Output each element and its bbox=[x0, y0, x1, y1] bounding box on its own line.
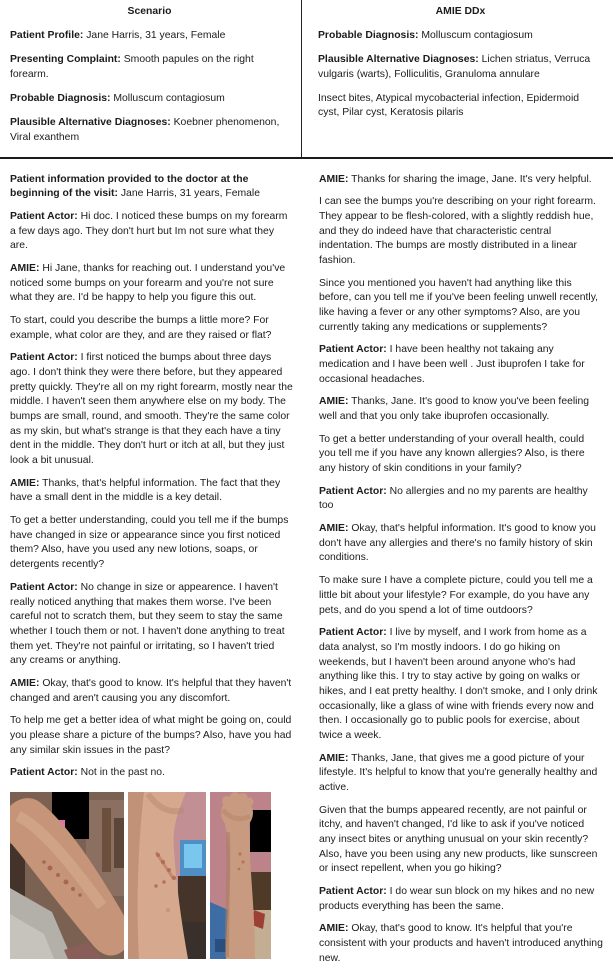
ddx-field bbox=[318, 92, 603, 121]
dialogue-text: Okay, that's helpful information. It's good to know you don't have any allergies and there's no family history of skin conditions. bbox=[319, 523, 596, 564]
forearm-photo-1 bbox=[10, 792, 124, 959]
dialogue-paragraph bbox=[10, 351, 293, 468]
scenario-field bbox=[10, 92, 289, 107]
dialogue-left-paragraphs bbox=[10, 173, 293, 781]
amie-ddx-fields bbox=[318, 29, 603, 121]
dialogue-paragraph bbox=[319, 885, 603, 914]
dialogue-paragraph bbox=[319, 433, 603, 477]
dialogue-paragraph bbox=[319, 922, 603, 966]
amie-ddx-title: AMIE DDx bbox=[435, 6, 486, 17]
summary-table bbox=[0, 0, 613, 157]
dialogue-paragraph bbox=[319, 752, 603, 796]
dialogue-paragraph bbox=[10, 581, 293, 669]
speaker-label: AMIE: bbox=[319, 396, 349, 408]
dialogue-text: To get a better understanding of your overall health, could you tell me if you have any known allergies? Also, is there any history of skin conditions in your family? bbox=[319, 433, 585, 475]
dialogue-paragraph bbox=[319, 195, 603, 268]
dialogue-text: No change in size or appearence. I haven't really noticed anything that makes them worse. I've been careful not to scratch them, but they seem to stay the same whether I touch them or not. I haven't done anything to treat them yet. They're not painful or irritating, so I haven't tried any creams or anything. bbox=[10, 581, 285, 667]
dialogue-text: To start, could you describe the bumps a little more? For example, what color are they, and are they raised or flat? bbox=[10, 315, 272, 341]
speaker-label: AMIE: bbox=[319, 523, 349, 535]
field-value: Molluscum contagiosum bbox=[113, 92, 225, 104]
forearm-photo-3 bbox=[210, 792, 271, 959]
dialogue-text: Hi Jane, thanks for reaching out. I understand you've noticed some bumps on your forearm and you're not sure what they are. I'd be happy to help you figure this out. bbox=[10, 263, 286, 304]
dialogue-text: I can see the bumps you're describing on your right forearm. They appear to be flesh-colored, with a slightly reddish hue, and they do indeed have that characteristic central indentation. The bumps are mostly distributed in a linear fashion. bbox=[319, 196, 596, 267]
scenario-field bbox=[10, 53, 289, 82]
dialogue-text: Given that the bumps appeared recently, are not painful or itchy, and haven't changed, I'd like to ask if you've noticed any insect bites or anything unusual on your skin recently? Also, have you been using any new products, like sunscreen or insect repellent, when you go hiking? bbox=[319, 804, 598, 875]
speaker-label: AMIE: bbox=[319, 752, 349, 764]
dialogue-paragraph bbox=[319, 574, 603, 618]
speaker-label: Patient Actor: bbox=[10, 352, 78, 364]
dialogue-paragraph bbox=[319, 626, 603, 743]
speaker-label: AMIE: bbox=[10, 477, 40, 489]
field-label: Probable Diagnosis: bbox=[318, 29, 419, 41]
scenario-fields bbox=[10, 29, 289, 146]
dialogue-paragraph bbox=[10, 262, 293, 306]
dialogue-paragraph bbox=[10, 677, 293, 706]
speaker-label: Patient Actor: bbox=[319, 485, 387, 497]
dialogue-text: Okay, that's good to know. It's helpful that you're consistent with your products and haven't introduced anything new. bbox=[319, 923, 603, 964]
dialogue-paragraph bbox=[10, 514, 293, 573]
dialogue-text: Okay, that's good to know. It's helpful that they haven't changed and aren't causing you any discomfort. bbox=[10, 677, 292, 704]
dialogue-right-column bbox=[319, 173, 603, 974]
dialogue-text: Thanks, Jane, that gives me a good picture of your lifestyle. It's helpful to know that you're generally healthy and active. bbox=[319, 752, 598, 793]
field-label: Probable Diagnosis: bbox=[10, 92, 111, 104]
dialogue-text: I first noticed the bumps about three days ago. I don't think they were there before, but they appeared pretty quickly. They're all on my right forearm, mostly near the middle. I haven't seen them anywhere else on my body. The bumps are small, round, and smooth. They're the same color as my skin, but what's strange is that they each have a tiny dent in the middle. They don't hurt or itch at all, but they just look a bit unusual. bbox=[10, 352, 293, 467]
dialogue-left-column bbox=[10, 173, 293, 974]
dialogue-text: Thanks, that's helpful information. The fact that they have a small dent in the middle is a key detail. bbox=[10, 477, 281, 504]
dialogue-transcript bbox=[0, 159, 613, 974]
forearm-photo-2 bbox=[128, 792, 206, 959]
ddx-field bbox=[318, 53, 603, 82]
field-label: Patient Profile: bbox=[10, 29, 84, 41]
dialogue-paragraph bbox=[319, 277, 603, 336]
field-value: Smooth papules on the right forearm. bbox=[10, 53, 254, 80]
field-value: Jane Harris, 31 years, Female bbox=[86, 29, 226, 41]
dialogue-paragraph bbox=[319, 485, 603, 514]
dialogue-paragraph bbox=[319, 522, 603, 566]
ddx-field bbox=[318, 29, 603, 44]
dialogue-text: To help me get a better idea of what might be going on, could you please share a picture of the bumps? Also, have you had any similar skin issues in the past? bbox=[10, 715, 292, 756]
dialogue-paragraph bbox=[10, 173, 293, 202]
dialogue-paragraph bbox=[319, 173, 603, 188]
dialogue-text: Hi doc. I noticed these bumps on my forearm a few days ago. They don't hurt but Im not sure what they are. bbox=[10, 211, 288, 252]
speaker-label: AMIE: bbox=[10, 263, 40, 275]
scenario-panel bbox=[0, 0, 302, 157]
dialogue-text: Not in the past no. bbox=[80, 767, 165, 779]
field-value: Molluscum contagiosum bbox=[421, 29, 533, 41]
dialogue-paragraph bbox=[10, 766, 293, 781]
speaker-label: Patient Actor: bbox=[319, 344, 387, 356]
field-label: Plausible Alternative Diagnoses: bbox=[10, 116, 171, 128]
dialogue-text: Thanks for sharing the image, Jane. It's very helpful. bbox=[351, 173, 592, 185]
speaker-label: AMIE: bbox=[10, 677, 40, 689]
speaker-label: Patient Actor: bbox=[319, 885, 387, 897]
field-label: Presenting Complaint: bbox=[10, 53, 121, 65]
dialogue-paragraph bbox=[319, 343, 603, 387]
dialogue-text: I have been healthy not takaing any medication and I have been well . Just ibuprofen I take for occasional headaches. bbox=[319, 344, 585, 385]
dialogue-text: I live by myself, and I work from home as a data analyst, so I'm mostly indoors. I do go hiking on weekends, but I haven't been around anyone who's had anything like this. I try to stay active by going on walks or hikes, and I eat pretty healthy. I don't smoke, and I only drink occasionally, like a glass of wine with friends every now and then. I occasionally go to public pools for exercise, about twice a week. bbox=[319, 627, 598, 741]
field-value: Insect bites, Atypical mycobacterial infection, Epidermoid cyst, Pilar cyst, Keratosis pilaris bbox=[318, 92, 580, 119]
field-value: Lichen striatus, Verruca vulgaris (warts), Folliculitis, Granuloma annulare bbox=[318, 53, 591, 80]
field-label: Plausible Alternative Diagnoses: bbox=[318, 53, 479, 65]
dialogue-paragraph bbox=[10, 714, 293, 758]
scenario-field bbox=[10, 29, 289, 44]
dialogue-text: Jane Harris, 31 years, Female bbox=[120, 188, 261, 200]
speaker-label: Patient Actor: bbox=[319, 627, 387, 639]
field-value: Koebner phenomenon, Viral exanthem bbox=[10, 116, 280, 143]
speaker-label: Patient Actor: bbox=[10, 767, 78, 779]
photo-strip bbox=[10, 792, 293, 959]
dialogue-text: No allergies and no my parents are healthy too bbox=[319, 485, 588, 512]
speaker-label: Patient Actor: bbox=[10, 211, 78, 223]
dialogue-text: Since you mentioned you haven't had anything like this before, can you tell me if you've been feeling unwell recently, like having a fever or any other symptoms? Also, are you currently taking any medications or supplements? bbox=[319, 277, 599, 333]
dialogue-text: Thanks, Jane. It's good to know you've been feeling well and that you only take ibuprofen occasionally. bbox=[319, 396, 590, 423]
dialogue-paragraph bbox=[10, 314, 293, 343]
speaker-label: Patient information provided to the doctor at the beginning of the visit: bbox=[10, 173, 249, 200]
dialogue-text: To get a better understanding, could you tell me if the bumps have changed in size or appearance since you first noticed them? Also, have you used any new lotions, soaps, or detergents recently? bbox=[10, 515, 289, 571]
speaker-label: AMIE: bbox=[319, 173, 349, 185]
dialogue-right-paragraphs bbox=[319, 173, 603, 967]
speaker-label: Patient Actor: bbox=[10, 581, 78, 593]
scenario-field bbox=[10, 116, 289, 145]
dialogue-text: I do wear sun block on my hikes and no new products everything has been the same. bbox=[319, 885, 595, 912]
dialogue-paragraph bbox=[319, 395, 603, 424]
dialogue-paragraph bbox=[10, 210, 293, 254]
scenario-title: Scenario bbox=[127, 6, 172, 17]
dialogue-paragraph bbox=[10, 477, 293, 506]
dialogue-text: To make sure I have a complete picture, could you tell me a little bit about your lifestyle? For example, do you have any pets, and do you spend a lot of time outdoors? bbox=[319, 575, 593, 616]
speaker-label: AMIE: bbox=[319, 923, 349, 935]
amie-ddx-panel bbox=[302, 0, 613, 157]
dialogue-paragraph bbox=[319, 804, 603, 877]
